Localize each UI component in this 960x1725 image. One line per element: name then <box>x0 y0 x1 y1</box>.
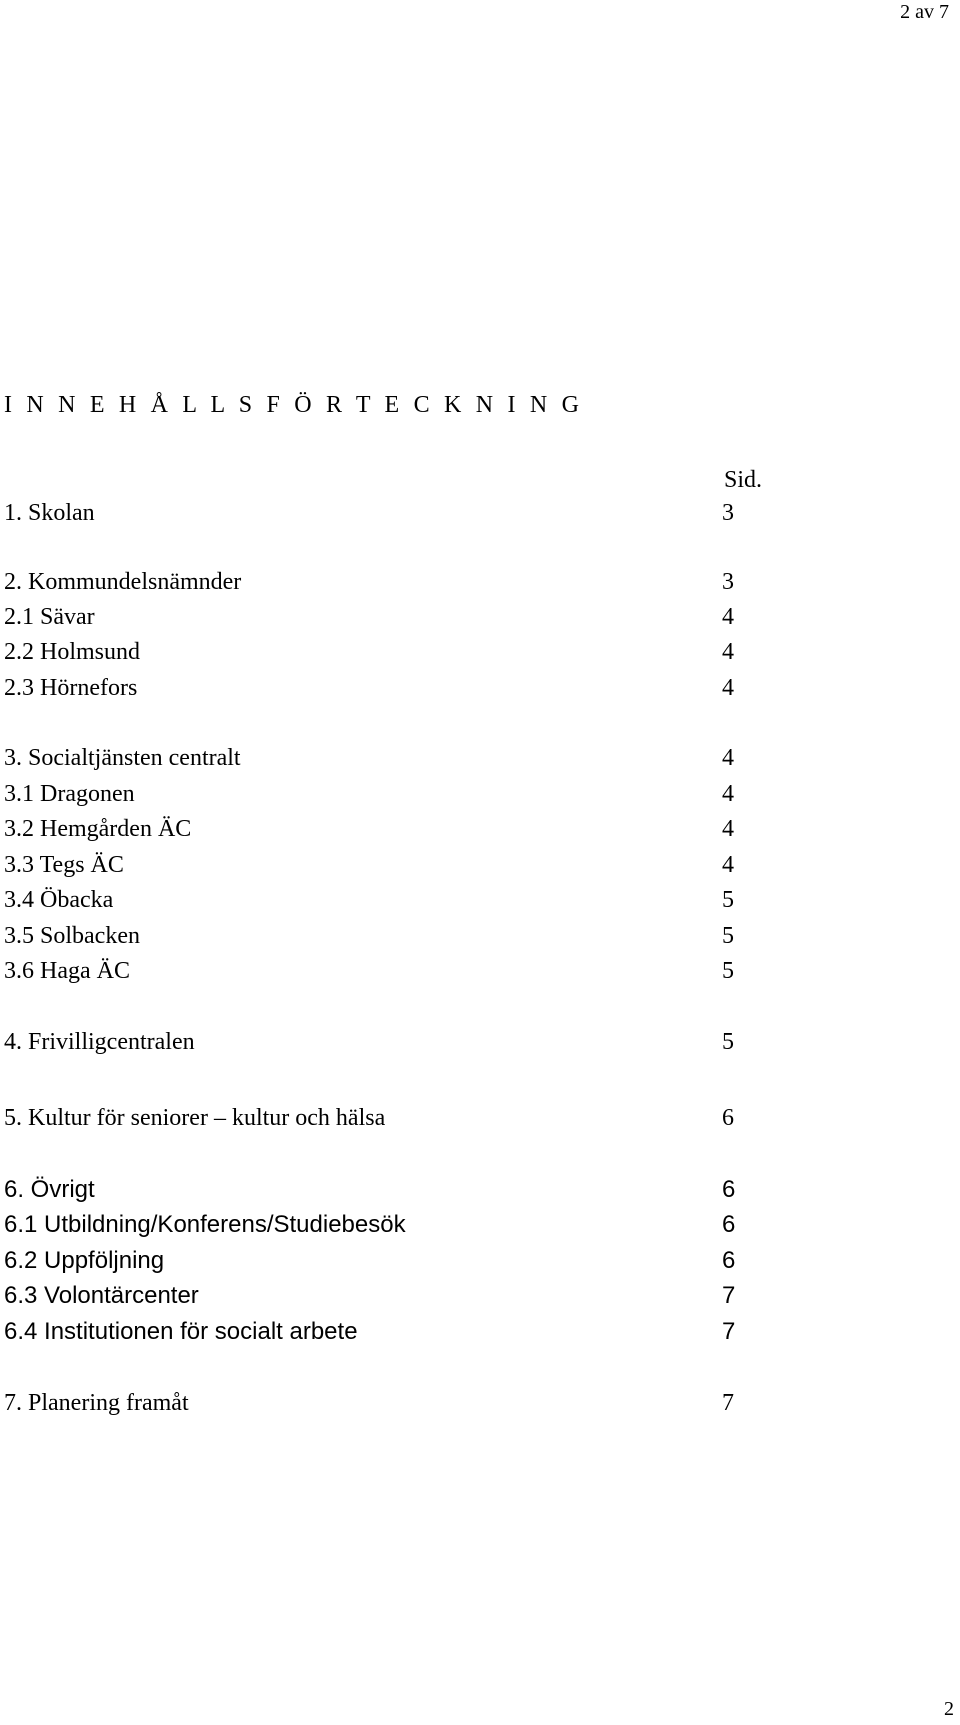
toc-entry-title: 2.3 Hörnefors <box>4 675 138 701</box>
toc-entry-title: 3.6 Haga ÄC <box>4 958 130 984</box>
toc-entry-title: 1. Skolan <box>4 500 95 526</box>
toc-entry <box>4 1104 744 1132</box>
toc-entry-page: 4 <box>722 639 734 665</box>
toc-entry-page: 7 <box>722 1390 734 1416</box>
toc-entry-title: 2.2 Holmsund <box>4 639 141 665</box>
toc-entry <box>4 638 744 666</box>
toc-entry <box>4 1318 744 1346</box>
toc-entry-title: 3.2 Hemgården ÄC <box>4 816 192 842</box>
toc-entry-page: 7 <box>722 1318 736 1345</box>
toc-entry <box>4 568 744 596</box>
toc-entry <box>4 815 744 843</box>
page-indicator: 2 av 7 <box>900 1 949 23</box>
toc-entry <box>4 603 744 631</box>
toc-entry-page: 5 <box>722 887 734 913</box>
toc-entry-page: 5 <box>722 923 734 949</box>
toc-entry <box>4 1211 744 1239</box>
toc-entry-page: 4 <box>722 604 734 630</box>
toc-entry-title: 5. Kultur för seniorer – kultur och hälsa <box>4 1105 386 1131</box>
toc-entry-page: 3 <box>722 569 734 595</box>
page-number: 2 <box>944 1698 954 1720</box>
toc-entry-page: 6 <box>722 1211 736 1238</box>
toc-entry <box>4 499 744 527</box>
toc-entry <box>4 1247 744 1275</box>
toc-entry-title: 4. Frivilligcentralen <box>4 1029 195 1055</box>
toc-entry-page: 4 <box>722 781 734 807</box>
toc-entry <box>4 1282 744 1310</box>
toc-entry-page: 4 <box>722 675 734 701</box>
toc-entry-title: 3.5 Solbacken <box>4 923 140 949</box>
toc-entry-title: 6.4 Institutionen för socialt arbete <box>4 1318 358 1345</box>
toc-entry <box>4 1389 744 1417</box>
toc-heading: I N N E H Å L L S F Ö R T E C K N I N G <box>4 392 584 418</box>
toc-entry <box>4 744 744 772</box>
toc-entry-page: 4 <box>722 745 734 771</box>
toc-entry <box>4 674 744 702</box>
toc-entry-page: 4 <box>722 816 734 842</box>
toc-entry-title: 6.1 Utbildning/Konferens/Studiebesök <box>4 1211 406 1238</box>
toc-entry-page: 4 <box>722 852 734 878</box>
toc-entry <box>4 886 744 914</box>
toc-entry-title: 3.4 Öbacka <box>4 887 114 913</box>
toc-entry-title: 6. Övrigt <box>4 1176 95 1203</box>
toc-entry <box>4 957 744 985</box>
toc-entry <box>4 851 744 879</box>
toc-entry-title: 2. Kommundelsnämnder <box>4 569 242 595</box>
toc-entry-page: 7 <box>722 1282 736 1309</box>
toc-entry-page: 6 <box>722 1247 736 1274</box>
toc-entry <box>4 1176 744 1204</box>
toc-entry-page: 5 <box>722 1029 734 1055</box>
toc-entry <box>4 922 744 950</box>
toc-entry-title: 3.3 Tegs ÄC <box>4 852 124 878</box>
toc-entry-page: 6 <box>722 1176 736 1203</box>
toc-entry-title: 3. Socialtjänsten centralt <box>4 745 241 771</box>
toc-entry-page: 5 <box>722 958 734 984</box>
toc-entry-page: 6 <box>722 1105 734 1131</box>
toc-entry <box>4 780 744 808</box>
toc-entry-title: 6.2 Uppföljning <box>4 1247 165 1274</box>
toc-entry-page: 3 <box>722 500 734 526</box>
page-column-label: Sid. <box>724 467 763 493</box>
toc-entry <box>4 1028 744 1056</box>
toc-entry-title: 6.3 Volontärcenter <box>4 1282 199 1309</box>
toc-entry-title: 7. Planering framåt <box>4 1390 189 1416</box>
toc-entry-title: 3.1 Dragonen <box>4 781 135 807</box>
toc-entry-title: 2.1 Sävar <box>4 604 95 630</box>
